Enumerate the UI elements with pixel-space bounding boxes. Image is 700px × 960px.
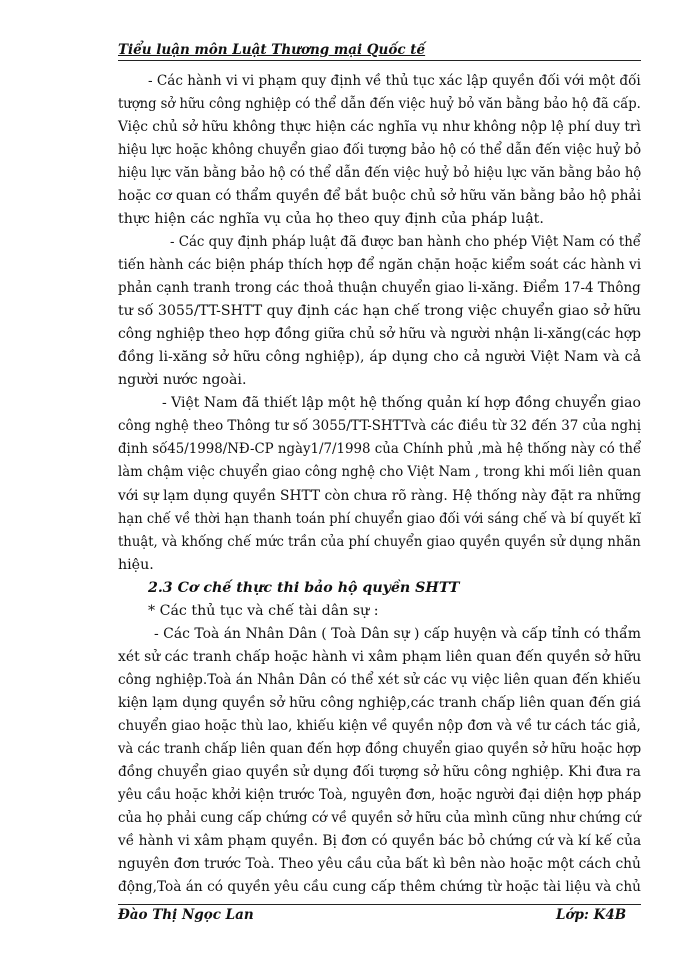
body-line: thực hiện các nghĩa vụ của họ theo quy định của pháp luật. <box>118 211 544 227</box>
body-line: hạn chế về thời hạn thanh toán phí chuyển giao đối với sáng chế và bí quyết kĩ <box>118 511 641 527</box>
footer-class: Lớp: K4B <box>556 907 627 923</box>
body-line: với sự lạm dụng quyền SHTT còn chưa rõ ràng. Hệ thống này đặt ra những <box>118 488 642 504</box>
body-line: hiệu lực hoặc không chuyển giao đối tượng bảo hộ có thể dẫn đến việc huỷ bỏ <box>118 142 642 158</box>
footer-author: Đào Thị Ngọc Lan <box>118 907 254 923</box>
body-line: - Các hành vi vi phạm quy định về thủ tục xác lập quyền đối với một đối <box>148 73 641 89</box>
body-line: hoặc cơ quan có thẩm quyền để bắt buộc chủ sở hữu văn bằng bảo hộ phải <box>118 188 642 204</box>
body-line: hiệu. <box>118 557 154 573</box>
body-line: tượng sở hữu công nghiệp có thể dẫn đến việc huỷ bỏ văn bằng bảo hộ đã cấp. <box>118 96 641 112</box>
body-line: tư số 3055/TT-SHTT quy định các hạn chế trong việc chuyển giao sở hữu <box>118 303 641 319</box>
body-line: hiệu lực văn bằng bảo hộ có thể dẫn đến việc huỷ bỏ hiệu lực văn bằng bảo hộ <box>118 165 642 181</box>
body-line: tiến hành các biện pháp thích hợp để ngăn chặn hoặc kiểm soát các hành vi <box>118 257 642 273</box>
body-line: yêu cầu hoặc khởi kiện trước Toà, nguyên đơn, hoặc người đại diện hợp pháp <box>118 787 642 803</box>
body-line: - Các quy định pháp luật đã được ban hành cho phép Việt Nam có thể <box>170 234 642 250</box>
section-heading: 2.3 Cơ chế thực thi bảo hộ quyền SHTT <box>148 580 460 596</box>
body-line: thuật, và khống chế mức trần của phí chuyển giao quyền quyền sử dụng nhãn <box>118 534 641 550</box>
body-line: đồng li-xăng sở hữu công nghiệp), áp dụng cho cả người Việt Nam và cả <box>118 349 642 365</box>
body-line: và các tranh chấp liên quan đến hợp đồng chuyển giao quyền sở hữu hoặc hợp <box>118 741 642 757</box>
footer-rule <box>118 904 641 905</box>
body-line: động,Toà án có quyền yêu cầu cung cấp thêm chứng từ hoặc tài liệu và chủ <box>118 879 641 895</box>
body-line: công nghiệp theo hợp đồng giữa chủ sở hữu và người nhận li-xăng(các hợp <box>118 326 642 342</box>
body-line: của họ phải cung cấp chứng cớ về quyền sở hữu của mình cũng như chứng cứ <box>118 810 641 826</box>
body-line: * Các thủ tục và chế tài dân sự : <box>148 603 379 619</box>
body-line: đồng chuyển giao quyền sử dụng đối tượng sở hữu công nghiệp. Khi đưa ra <box>118 764 641 780</box>
body-line: xét sử các tranh chấp hoặc hành vi xâm phạm liên quan đến quyền sở hữu <box>118 649 642 665</box>
body-line: - Việt Nam đã thiết lập một hệ thống quản kí hợp đồng chuyển giao <box>162 395 641 411</box>
body-line: định số45/1998/NĐ-CP ngày1/7/1998 của Chính phủ ,mà hệ thống này có thể <box>118 441 642 457</box>
body-line: - Các Toà án Nhân Dân ( Toà Dân sự ) cấp huyện và cấp tỉnh có thẩm <box>154 626 641 642</box>
body-line: phản cạnh tranh trong các thoả thuận chuyển giao li-xăng. Điểm 17-4 Thông <box>118 280 641 296</box>
body-line: Việc chủ sở hữu không thực hiện các nghĩa vụ như không nộp lệ phí duy trì <box>118 119 641 135</box>
body-line: kiện lạm dụng quyền sở hữu công nghiệp,các tranh chấp liên quan đến giá <box>118 695 641 711</box>
body-line: người nước ngoài. <box>118 372 247 388</box>
body-line: chuyển giao hoặc thù lao, khiếu kiện về quyền nộp đơn và về tư cách tác giả, <box>118 718 641 734</box>
body-line: công nghiệp.Toà án Nhân Dân có thể xét sử các vụ việc liên quan đến khiếu <box>118 672 641 688</box>
body-line: làm chậm việc chuyển giao công nghệ cho Việt Nam , trong khi mối liên quan <box>118 464 642 480</box>
body-line: về hành vi xâm phạm quyền. Bị đơn có quyền bác bỏ chứng cứ và kí kế của <box>118 833 642 849</box>
running-header-title: Tiểu luận môn Luật Thương mại Quốc tế <box>118 42 426 58</box>
header-rule <box>118 60 641 61</box>
body-line: công nghệ theo Thông tư số 3055/TT-SHTTvà các điều từ 32 đến 37 của nghị <box>118 418 642 434</box>
body-line: nguyên đơn trước Toà. Theo yêu cầu của bất kì bên nào hoặc một cách chủ <box>118 856 641 872</box>
